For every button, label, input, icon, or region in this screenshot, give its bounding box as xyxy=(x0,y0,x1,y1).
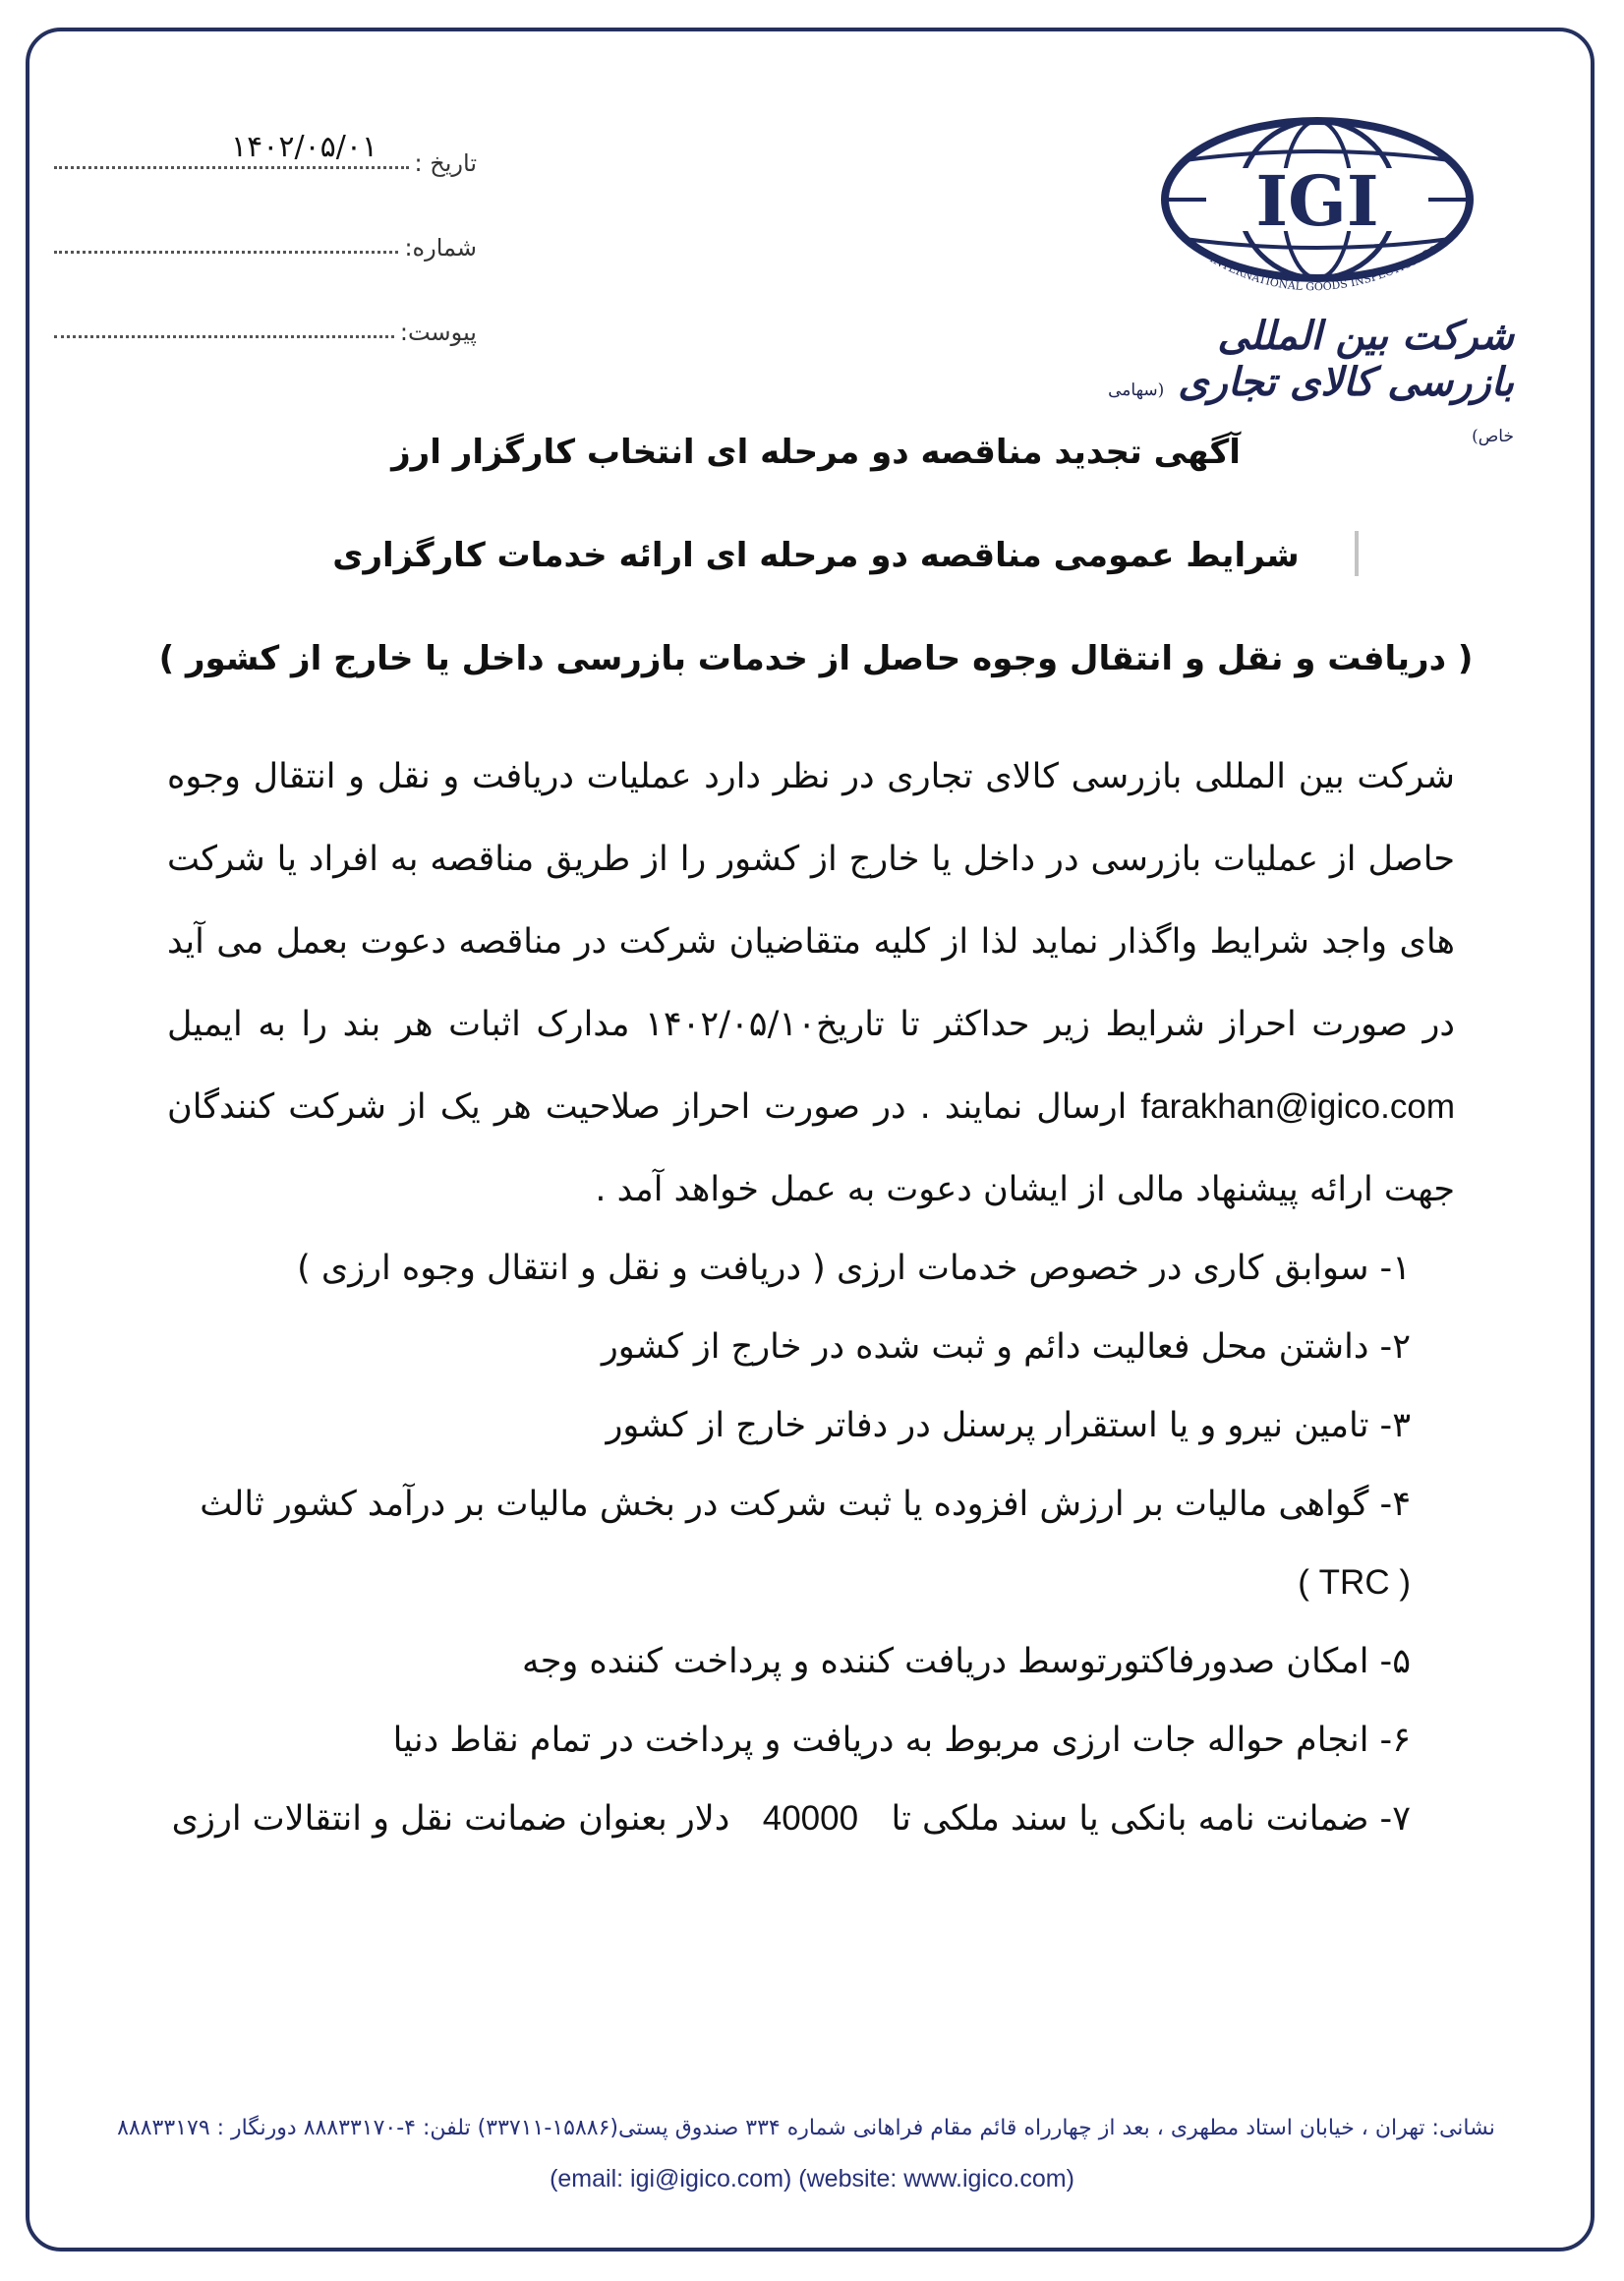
number-label: شماره: xyxy=(404,234,477,262)
condition-7-pre: ۷- ضمانت نامه بانکی یا سند ملکی تا xyxy=(891,1799,1411,1839)
condition-3: ۳- تامین نیرو و یا استقرار پرسنل در دفاتر خارج از کشور xyxy=(606,1406,1411,1445)
condition-7-amount: 40000 xyxy=(762,1799,859,1838)
attachment-field xyxy=(54,303,477,346)
title-line-1: آگهی تجدید مناقصه دو مرحله ای انتخاب کارگزار ارز xyxy=(391,433,1241,472)
body-paragraph xyxy=(167,735,1455,1231)
logo-mark-text: IGI xyxy=(1255,160,1379,242)
scan-mark xyxy=(1355,531,1359,576)
footer-address: نشانی: تهران ، خیابان استاد مطهری ، بعد از چهارراه قائم مقام فراهانی شماره ۳۳۴ صندوق پستی(۱۵۸۸۶-۳۳۷۱۱) تلفن: ۴-۸۸۸۳۳۱۷۰ دورنگار : ۸۸۸۳۳۱۷۹ xyxy=(117,2116,1495,2140)
company-name xyxy=(1091,313,1514,451)
condition-4 xyxy=(162,1465,1411,1622)
igi-logo-icon xyxy=(1155,113,1489,310)
number-dotted-line xyxy=(54,231,398,254)
company-suffix: (سهامی خاص) xyxy=(1108,380,1514,446)
body-part-1: شرکت بین المللی بازرسی کالای تجاری در نظر دارد عملیات دریافت و نقل و انتقال وجوه حاصل از عملیات بازرسی در داخل یا خارج از کشور را از طریق مناقصه به افراد یا شرکت های واجد شرایط واگذار نماید لذا از کلیه متقاضیان شرکت در مناقصه دعوت بعمل می آید در صورت احراز شرایط زیر حداکثر تا تاریخ۱۴۰۲/۰۵/۱۰ مدارک اثبات هر بند را به ایمیل xyxy=(167,757,1455,1044)
conditions-list xyxy=(162,1229,1411,1858)
body-part-2: ارسال نمایند . در صورت احراز صلاحیت هر یک از شرکت کنندگان جهت ارائه پیشنهاد مالی از ایشان دعوت به عمل خواهد آمد . xyxy=(167,1087,1455,1209)
number-field xyxy=(54,218,477,262)
svg-text:INTERNATIONAL GOODS INSPECTION xyxy=(1208,243,1441,293)
logo-ring-text: INTERNATIONAL GOODS INSPECTION CO xyxy=(1207,242,1441,294)
condition-4-tag: ( TRC ) xyxy=(1298,1563,1411,1602)
condition-4-text: ۴- گواهی مالیات بر ارزش افزوده یا ثبت شرکت در بخش مالیات بر درآمد کشور ثالث xyxy=(200,1485,1411,1524)
condition-1: ۱- سوابق کاری در خصوص خدمات ارزی ( دریافت و نقل و انتقال وجوه ارزی ) xyxy=(297,1249,1411,1288)
title-line-3: ( دریافت و نقل و انتقال وجوه حاصل از خدمات بازرسی داخل یا خارج از کشور ) xyxy=(158,639,1474,678)
footer-contact: (email: igi@igico.com) (website: www.igico.com) xyxy=(550,2165,1074,2193)
date-value: ۱۴۰۲/۰۵/۰۱ xyxy=(231,130,378,164)
company-name-text: شرکت بین المللی بازرسی کالای تجاری xyxy=(1178,313,1514,405)
condition-5: ۵- امکان صدورفاکتورتوسط دریافت کننده و پرداخت کننده وجه xyxy=(521,1642,1411,1681)
condition-6: ۶- انجام حواله جات ارزی مربوط به دریافت و پرداخت در تمام نقاط دنیا xyxy=(392,1721,1411,1760)
title-line-2: شرایط عمومی مناقصه دو مرحله ای ارائه خدمات کارگزاری xyxy=(332,536,1300,575)
date-dotted-line xyxy=(54,130,409,169)
date-field xyxy=(54,130,477,177)
condition-2: ۲- داشتن محل فعالیت دائم و ثبت شده در خارج از کشور xyxy=(601,1327,1411,1367)
condition-7 xyxy=(162,1780,1411,1858)
attachment-dotted-line xyxy=(54,316,394,338)
date-label: تاریخ : xyxy=(414,149,477,177)
condition-7-post: دلار بعنوان ضمانت نقل و انتقالات ارزی xyxy=(171,1799,730,1839)
attachment-label: پیوست: xyxy=(399,319,477,346)
email-address: farakhan@igico.com xyxy=(1140,1087,1455,1126)
